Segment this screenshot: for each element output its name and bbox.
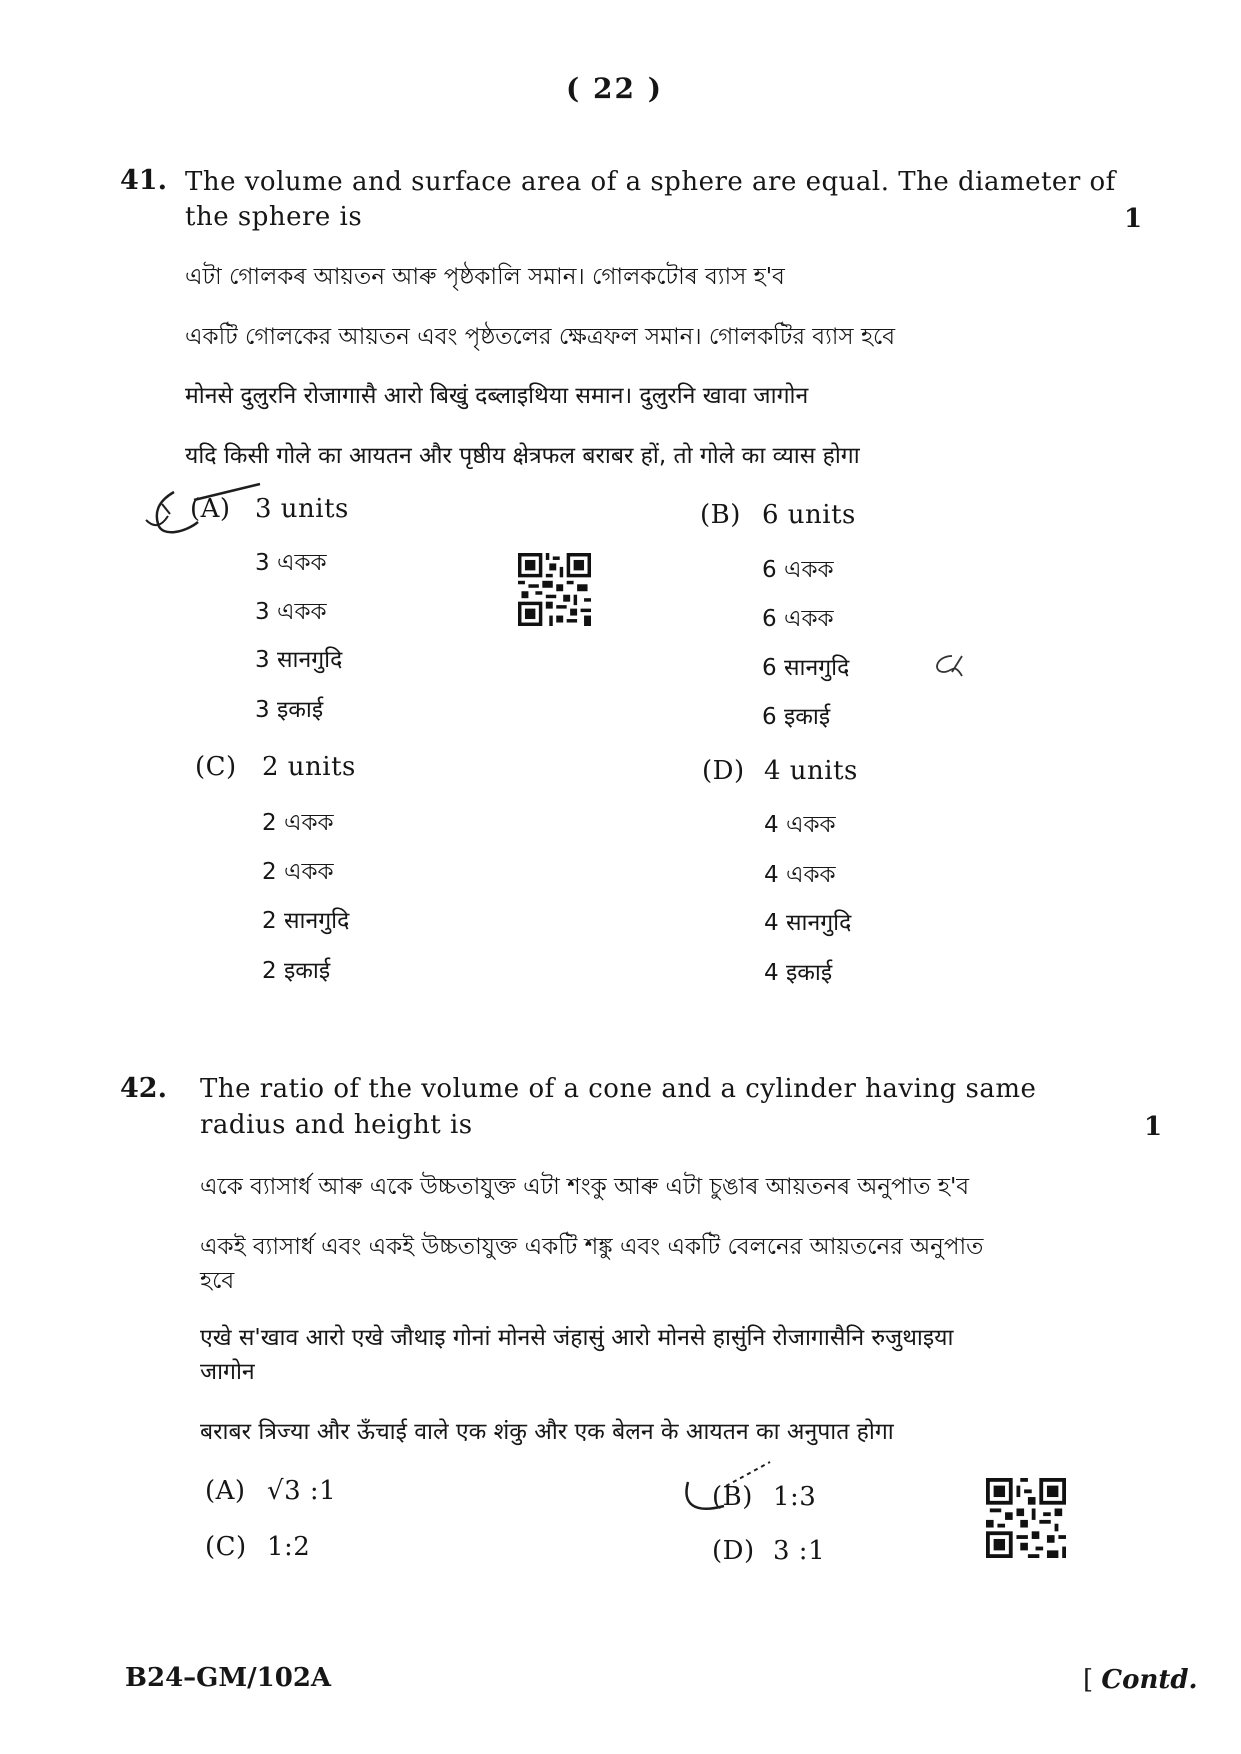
question-42-number: 42. <box>120 1073 167 1104</box>
question-42-text-en-line2: radius and height is <box>200 1110 473 1140</box>
q41-option-d-label: (D) <box>702 756 745 786</box>
q41-option-d-hindi: 4 इकाई <box>764 960 833 986</box>
q42-option-d-label: (D) <box>712 1536 755 1566</box>
q41-option-a-en: 3 units <box>255 494 349 524</box>
handwritten-tick-mark <box>680 1460 790 1530</box>
q41-option-c-assamese: 2 একক <box>262 810 334 836</box>
handwritten-scribble <box>930 650 966 680</box>
q41-option-c-en: 2 units <box>262 752 356 782</box>
q41-option-b-label: (B) <box>700 500 741 530</box>
question-42-text-en-line1: The ratio of the volume of a cone and a cylinder having same <box>200 1074 1037 1104</box>
q42-option-c-value: 1:2 <box>267 1532 311 1562</box>
q41-option-c-label: (C) <box>195 752 237 782</box>
question-41-text-assamese: এটা গোলকৰ আয়তন আৰু পৃষ্ঠকালি সমান। গোলকটোৰ ব্যাস হ'ব <box>185 264 785 290</box>
q41-option-b-hindi: 6 इकाई <box>762 704 831 730</box>
question-41-number: 41. <box>120 165 167 196</box>
q41-option-b-bengali: 6 একক <box>762 606 834 632</box>
q41-option-c-bodo: 2 सानगुदि <box>262 908 350 934</box>
q41-option-b-en: 6 units <box>762 500 856 530</box>
q41-option-d-assamese: 4 একক <box>764 812 836 838</box>
qr-code-icon <box>516 553 593 626</box>
q41-option-a-label: (A) <box>190 494 231 524</box>
q42-option-a-value: √3 :1 <box>267 1476 337 1506</box>
q41-option-a-assamese: 3 একক <box>255 550 327 576</box>
q42-option-d-value: 3 :1 <box>773 1536 826 1566</box>
q41-option-a-bengali: 3 একক <box>255 599 327 625</box>
q41-option-c-bengali: 2 একক <box>262 859 334 885</box>
question-42-text-bodo-line2: जागोन <box>200 1359 255 1385</box>
question-41-text-bodo: मोनसे दुलुरनि रोजागासै आरो बिखुं दब्लाइथिया समान। दुलुरनि खावा जागोन <box>185 383 809 409</box>
continued-note <box>1083 1665 1198 1695</box>
q41-option-d-bodo: 4 सानगुदि <box>764 910 852 936</box>
question-42-text-bengali-line1: একই ব্যাসার্ধ এবং একই উচ্চতাযুক্ত একটি শঙ্কু এবং একটি বেলনের আয়তনের অনুপাত <box>200 1234 984 1260</box>
question-41-text-hindi: यदि किसी गोले का आयतन और पृष्ठीय क्षेत्रफल बराबर हों, तो गोले का व्यास होगा <box>185 443 860 469</box>
question-41-marks: 1 <box>1124 204 1143 234</box>
question-41-text-en-line1: The volume and surface area of a sphere are equal. The diameter of <box>185 167 1116 197</box>
continued-bracket: [ <box>1083 1665 1094 1695</box>
q42-option-b-label: (B) <box>712 1482 753 1512</box>
q41-option-c-hindi: 2 इकाई <box>262 958 331 984</box>
q42-option-b-value: 1:3 <box>773 1482 817 1512</box>
paper-code: B24–GM/102A <box>125 1663 332 1693</box>
question-42-text-bengali-line2: হবে <box>200 1268 235 1294</box>
q41-option-a-hindi: 3 इकाई <box>255 697 324 723</box>
question-42-marks: 1 <box>1144 1112 1163 1142</box>
question-42-text-assamese: একে ব্যাসাৰ্ধ আৰু একে উচ্চতাযুক্ত এটা শংকু আৰু এটা চুঙাৰ আয়তনৰ অনুপাত হ'ব <box>200 1174 970 1200</box>
question-41-text-bengali: একটি গোলকের আয়তন এবং পৃষ্ঠতলের ক্ষেত্রফল সমান। গোলকটির ব্যাস হবে <box>185 324 896 350</box>
q42-option-c-label: (C) <box>205 1532 247 1562</box>
question-42-text-bodo-line1: एखे स'खाव आरो एखे जौथाइ गोनां मोनसे जंहासुं आरो मोनसे हासुंनि रोजागासैनि रुजुथाइया <box>200 1325 954 1351</box>
q41-option-b-assamese: 6 একক <box>762 557 834 583</box>
q41-option-d-en: 4 units <box>764 756 858 786</box>
q41-option-d-bengali: 4 একক <box>764 862 836 888</box>
question-42-text-hindi: बराबर त्रिज्या और ऊँचाई वाले एक शंकु और एक बेलन के आयतन का अनुपात होगा <box>200 1419 894 1445</box>
q42-option-a-label: (A) <box>205 1476 246 1506</box>
handwritten-tick-mark <box>140 480 280 550</box>
q41-option-a-bodo: 3 सानगुदि <box>255 647 343 673</box>
qr-code-icon <box>986 1478 1066 1558</box>
page-number: ( 22 ) <box>566 72 663 105</box>
question-41-text-en-line2: the sphere is <box>185 202 363 232</box>
continued-label: Contd. <box>1101 1665 1198 1695</box>
q41-option-b-bodo: 6 सानगुदि <box>762 655 850 681</box>
